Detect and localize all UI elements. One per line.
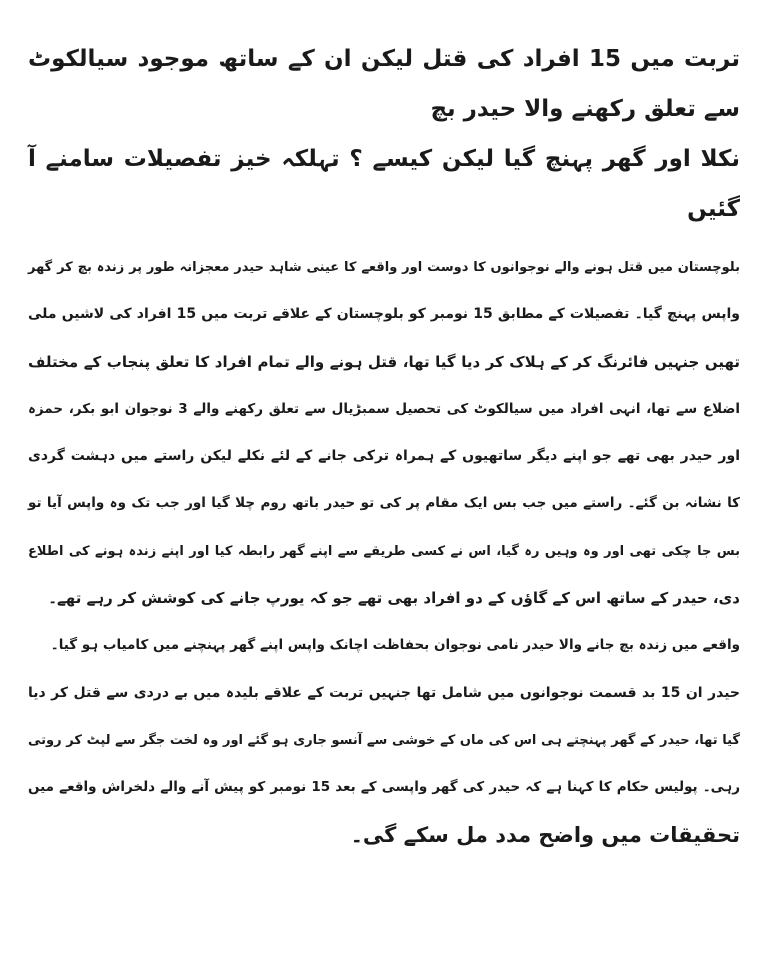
paragraph-line: تحقیقات میں واضح مدد مل سکے گی۔: [350, 822, 740, 847]
headline-line: نکلا اور گھر پہنچ گیا لیکن کیسے ؟ تہلکہ خیز تفصیلات سامنے آ گئیں: [28, 146, 740, 222]
paragraph-line: اضلاع سے تھا، انہی افراد میں سیالکوٹ کی تحصیل سمبڑیال سے تعلق رکھنے والے 3 نوجوان ابو بکر، حمزہ: [28, 400, 740, 417]
paragraph-line: رہی۔ پولیس حکام کا کہنا ہے کہ حیدر کی گھر واپسی کے بعد 15 نومبر کو پیش آنے والے دلخراش واقعے میں: [28, 779, 740, 796]
paragraph-line: واپس پہنچ گیا۔ تفصیلات کے مطابق 15 نومبر کو بلوچستان کے علاقے تربت میں 15 افراد کی لاشیں ملی: [28, 306, 740, 323]
paragraph-line: تھیں جنہیں فائرنگ کر کے ہلاک کر دیا گیا تھا، قتل ہونے والے تمام افراد کا تعلق پنجاب کے مختلف: [28, 352, 740, 371]
paragraph-line: حیدر ان 15 بد قسمت نوجوانوں میں شامل تھا جنہیں تربت کے علاقے بلیدہ میں بے دردی سے قتل کر دیا: [28, 684, 740, 701]
paragraph-line: دی، حیدر کے ساتھ اس کے گاؤں کے دو افراد بھی تھے جو کہ یورپ جانے کی کوشش کر رہے تھے۔: [48, 589, 740, 608]
headline-line: تربت میں 15 افراد کی قتل لیکن ان کے ساتھ موجود سیالکوٹ سے تعلق رکھنے والا حیدر بچ: [28, 46, 740, 122]
article-paragraph-3: [28, 670, 740, 859]
article-paragraph-2: [28, 622, 740, 669]
paragraph-line: واقعے میں زندہ بچ جانے والا حیدر نامی نوجوان بحفاظت اچانک واپس اپنے گھر پہنچنے میں کامیاب ہو گیا۔: [50, 637, 740, 654]
article-paragraph-1: [28, 244, 740, 622]
paragraph-line: اور حیدر بھی تھے جو اپنے دیگر ساتھیوں کے ہمراہ ترکی جانے کے لئے نکلے لیکن راستے میں دہشت گردی: [28, 448, 740, 465]
paragraph-line: بس جا چکی تھی اور وہ وہیں رہ گیا، اس نے کسی طریقے سے اپنے گھر رابطہ کیا اور اپنے زندہ ہونے کی اطلاع: [28, 543, 740, 559]
paragraph-line: بلوچستان میں قتل ہونے والے نوجوانوں کا دوست اور واقعے کا عینی شاہد حیدر معجزانہ طور پر زندہ بچ کر گھر: [28, 260, 740, 275]
paragraph-line: کا نشانہ بن گئے۔ راستے میں جب بس ایک مقام پر کی تو حیدر باتھ روم چلا گیا اور جب تک وہ واپس آیا تو: [28, 495, 740, 512]
paragraph-line: گیا تھا، حیدر کے گھر پہنچتے ہی اس کی ماں کے خوشی سے آنسو جاری ہو گئے اور وہ لخت جگر سے لپٹ کر روتی: [28, 732, 740, 748]
article-headline: [28, 34, 740, 234]
